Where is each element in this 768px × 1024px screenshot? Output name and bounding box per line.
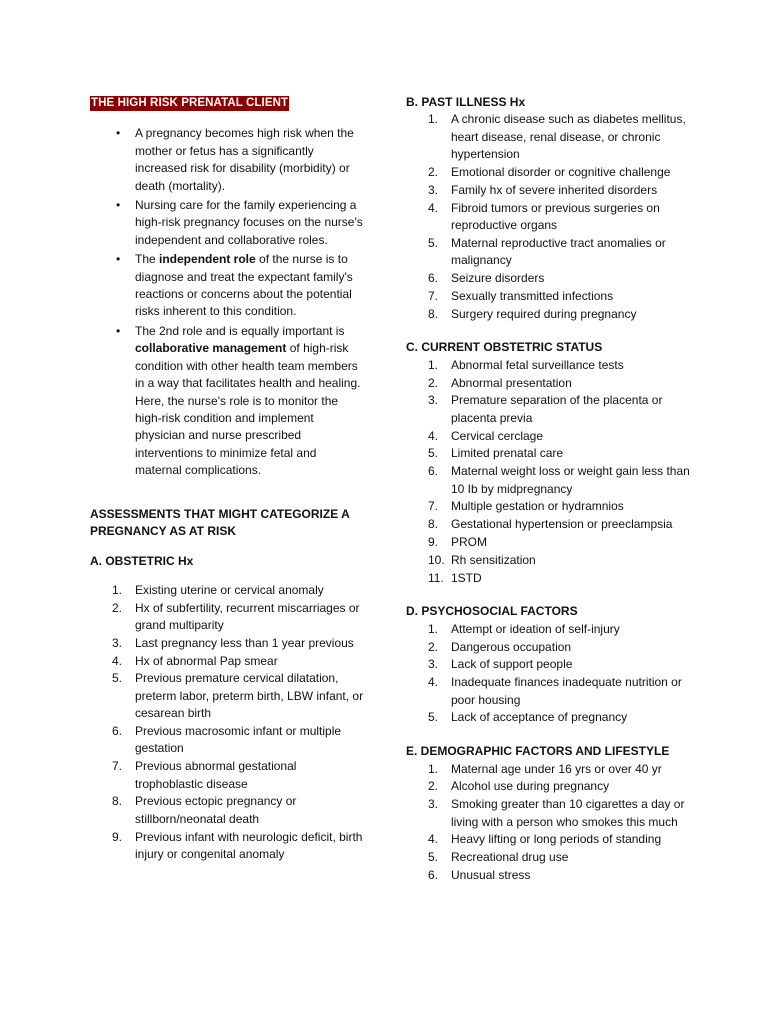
item-number: 1. <box>428 357 439 372</box>
list-item <box>406 709 691 726</box>
intro-bullet: • Nursing care for the family experiencing a high-risk pregnancy focuses on the nurse's independent and collaborative roles. <box>116 198 363 247</box>
list-item <box>406 235 691 270</box>
list-item <box>406 656 691 673</box>
item-text: Maternal reproductive tract anomalies or malignancy <box>451 235 666 268</box>
list-item <box>90 670 365 722</box>
item-number: 11. <box>428 570 444 585</box>
bullet-icon: • <box>116 126 121 141</box>
item-number: 6. <box>428 271 439 286</box>
item-text: Hx of abnormal Pap smear <box>135 653 278 668</box>
list-item <box>406 796 691 831</box>
item-number: 9. <box>428 535 439 549</box>
list-item <box>406 516 691 533</box>
list-item <box>406 357 691 374</box>
item-text: Hx of subfertility, recurrent miscarriages or grand multiparity <box>135 600 360 632</box>
item-text: Maternal age under 16 yrs or over 40 yr <box>451 761 662 776</box>
list-item <box>90 582 365 599</box>
section-d-heading: D. PSYCHOSOCIAL FACTORS <box>406 604 578 619</box>
intro-bullet: • The independent role of the nurse is to diagnose and treat the expectant family's reactions or concerns about the potential risks inherent to this condition. <box>116 252 353 319</box>
item-number: 4. <box>428 832 439 847</box>
item-text: Recreational drug use <box>451 850 569 865</box>
intro-bullet: • A pregnancy becomes high risk when the mother or fetus has a significantly increased risk for disability (morbidity) or death (mortality). <box>116 126 354 193</box>
item-number: 3. <box>112 635 123 650</box>
list-item <box>406 639 691 656</box>
item-text: Seizure disorders <box>451 271 545 286</box>
item-number: 7. <box>428 499 439 514</box>
item-number: 5. <box>112 671 123 686</box>
item-text: Previous abnormal gestational trophoblastic disease <box>135 759 297 791</box>
item-number: 3. <box>428 797 439 812</box>
bullet-icon: • <box>116 198 121 213</box>
intro-bullet: • The 2nd role and is equally important is collaborative management of high-risk condition with other health team members in a way that facilitates health and healing. Here, the nurse's role is to monitor the high-risk condition and implement physician and nurse prescribed interventions to minimize fetal and maternal complications. <box>116 323 361 478</box>
item-number: 4. <box>428 200 439 215</box>
list-item <box>406 674 691 709</box>
list-item <box>406 392 691 427</box>
item-text: Fibroid tumors or previous surgeries on reproductive organs <box>451 200 660 233</box>
item-number: 3. <box>428 657 439 672</box>
list-item <box>406 375 691 392</box>
item-number: 2. <box>428 165 439 180</box>
item-number: 5. <box>428 446 439 461</box>
item-number: 3. <box>428 393 439 408</box>
list-item <box>406 200 691 235</box>
left-column <box>90 94 365 864</box>
item-text: Multiple gestation or hydramnios <box>451 499 624 514</box>
item-number: 8. <box>428 517 439 532</box>
item-text: A chronic disease such as diabetes mellitus, heart disease, renal disease, or chronic hypertension <box>451 112 686 162</box>
item-text: Previous infant with neurologic deficit, birth injury or congenital anomaly <box>135 829 363 861</box>
item-text: Maternal weight loss or weight gain less than 10 Ib by midpregnancy <box>451 464 690 496</box>
item-text: Alcohol use during pregnancy <box>451 779 610 794</box>
list-item <box>90 600 365 635</box>
item-text: Lack of support people <box>451 657 573 672</box>
list-item <box>406 621 691 638</box>
item-number: 5. <box>428 710 439 725</box>
section-b-heading: B. PAST ILLNESS Hx <box>406 95 526 109</box>
section-d-list <box>406 621 691 727</box>
bullet-icon: • <box>116 323 121 338</box>
item-number: 7. <box>112 759 123 774</box>
list-item <box>406 428 691 445</box>
item-number: 4. <box>428 428 439 443</box>
item-text: 1STD <box>451 570 482 585</box>
item-text: Previous ectopic pregnancy or stillborn/neonatal death <box>135 794 297 826</box>
item-text: Gestational hypertension or preeclampsia <box>451 517 673 532</box>
right-column <box>406 94 691 885</box>
item-text: Heavy lifting or long periods of standing <box>451 832 662 847</box>
list-item <box>406 831 691 848</box>
bullet-icon: • <box>116 252 121 267</box>
list-item <box>406 182 691 199</box>
item-number: 2. <box>428 639 439 654</box>
item-text: Smoking greater than 10 cigarettes a day or living with a person who smokes this much <box>451 797 685 829</box>
list-item <box>406 570 691 587</box>
item-number: 8. <box>112 794 123 809</box>
item-number: 2. <box>428 779 439 794</box>
list-item <box>406 498 691 515</box>
item-text: Rh sensitization <box>451 552 536 567</box>
item-number: 5. <box>428 235 439 250</box>
list-item <box>406 867 691 884</box>
item-number: 4. <box>112 653 123 668</box>
item-text: Attempt or ideation of self-injury <box>451 621 620 636</box>
list-item <box>406 849 691 866</box>
section-c-list <box>406 357 691 587</box>
item-text: Previous macrosomic infant or multiple gestation <box>135 723 342 756</box>
item-text: Emotional disorder or cognitive challenge <box>451 165 671 180</box>
section-b-list <box>406 111 691 323</box>
list-item <box>406 111 691 163</box>
item-text: Surgery required during pregnancy <box>451 306 637 321</box>
list-item <box>406 306 691 323</box>
item-number: 8. <box>428 306 439 321</box>
item-number: 1. <box>112 582 123 597</box>
item-text: Abnormal presentation <box>451 375 572 390</box>
section-e-heading: E. DEMOGRAPHIC FACTORS AND LIFESTYLE <box>406 744 670 759</box>
item-text: Premature separation of the placenta or placenta previa <box>451 393 663 425</box>
list-item <box>406 288 691 305</box>
list-item <box>406 552 691 569</box>
list-item <box>90 829 365 864</box>
section-a-list <box>90 582 365 864</box>
list-item <box>406 778 691 795</box>
item-number: 7. <box>428 288 439 303</box>
intro-bullet-list <box>90 125 365 479</box>
list-item <box>406 445 691 462</box>
item-number: 1. <box>428 112 439 127</box>
list-item <box>90 635 365 652</box>
section-c-heading: C. CURRENT OBSTETRIC STATUS <box>406 340 603 355</box>
item-text: Abnormal fetal surveillance tests <box>451 357 624 372</box>
list-item <box>406 761 691 778</box>
item-text: Sexually transmitted infections <box>451 288 614 303</box>
section-a-heading: A. OBSTETRIC Hx <box>90 554 194 569</box>
item-number: 10. <box>428 552 445 567</box>
list-item <box>90 758 365 793</box>
list-item <box>90 653 365 670</box>
item-text: Cervical cerclage <box>451 428 544 443</box>
item-number: 6. <box>112 723 123 738</box>
item-text: Family hx of severe inherited disorders <box>451 182 658 197</box>
item-number: 3. <box>428 182 439 197</box>
list-item <box>406 164 691 181</box>
list-item <box>90 723 365 758</box>
list-item <box>406 534 691 551</box>
item-number: 4. <box>428 675 439 690</box>
item-text: Existing uterine or cervical anomaly <box>135 582 324 597</box>
document-title: THE HIGH RISK PRENATAL CLIENT <box>91 97 289 109</box>
item-number: 5. <box>428 850 439 865</box>
item-number: 2. <box>112 600 123 615</box>
list-item <box>90 793 365 828</box>
item-number: 6. <box>428 867 439 882</box>
item-text: Limited prenatal care <box>451 446 564 461</box>
item-text: Dangerous occupation <box>451 639 572 654</box>
item-text: Lack of acceptance of pregnancy <box>451 710 628 725</box>
item-text: Previous premature cervical dilatation, preterm labor, preterm birth, LBW infant, or cesarean birth <box>135 671 364 721</box>
item-text: Inadequate finances inadequate nutrition or poor housing <box>451 675 682 707</box>
item-number: 6. <box>428 464 439 479</box>
item-number: 1. <box>428 761 439 776</box>
item-text: Last pregnancy less than 1 year previous <box>135 635 354 650</box>
list-item <box>406 463 691 498</box>
item-number: 1. <box>428 621 439 636</box>
item-number: 9. <box>112 829 123 844</box>
section-e-list <box>406 761 691 885</box>
item-text: Unusual stress <box>451 867 531 882</box>
assessments-heading: ASSESSMENTS THAT MIGHT CATEGORIZE A PREGNANCY AS AT RISK <box>90 506 350 538</box>
list-item <box>406 270 691 287</box>
item-number: 2. <box>428 375 439 390</box>
item-text: PROM <box>451 535 487 549</box>
